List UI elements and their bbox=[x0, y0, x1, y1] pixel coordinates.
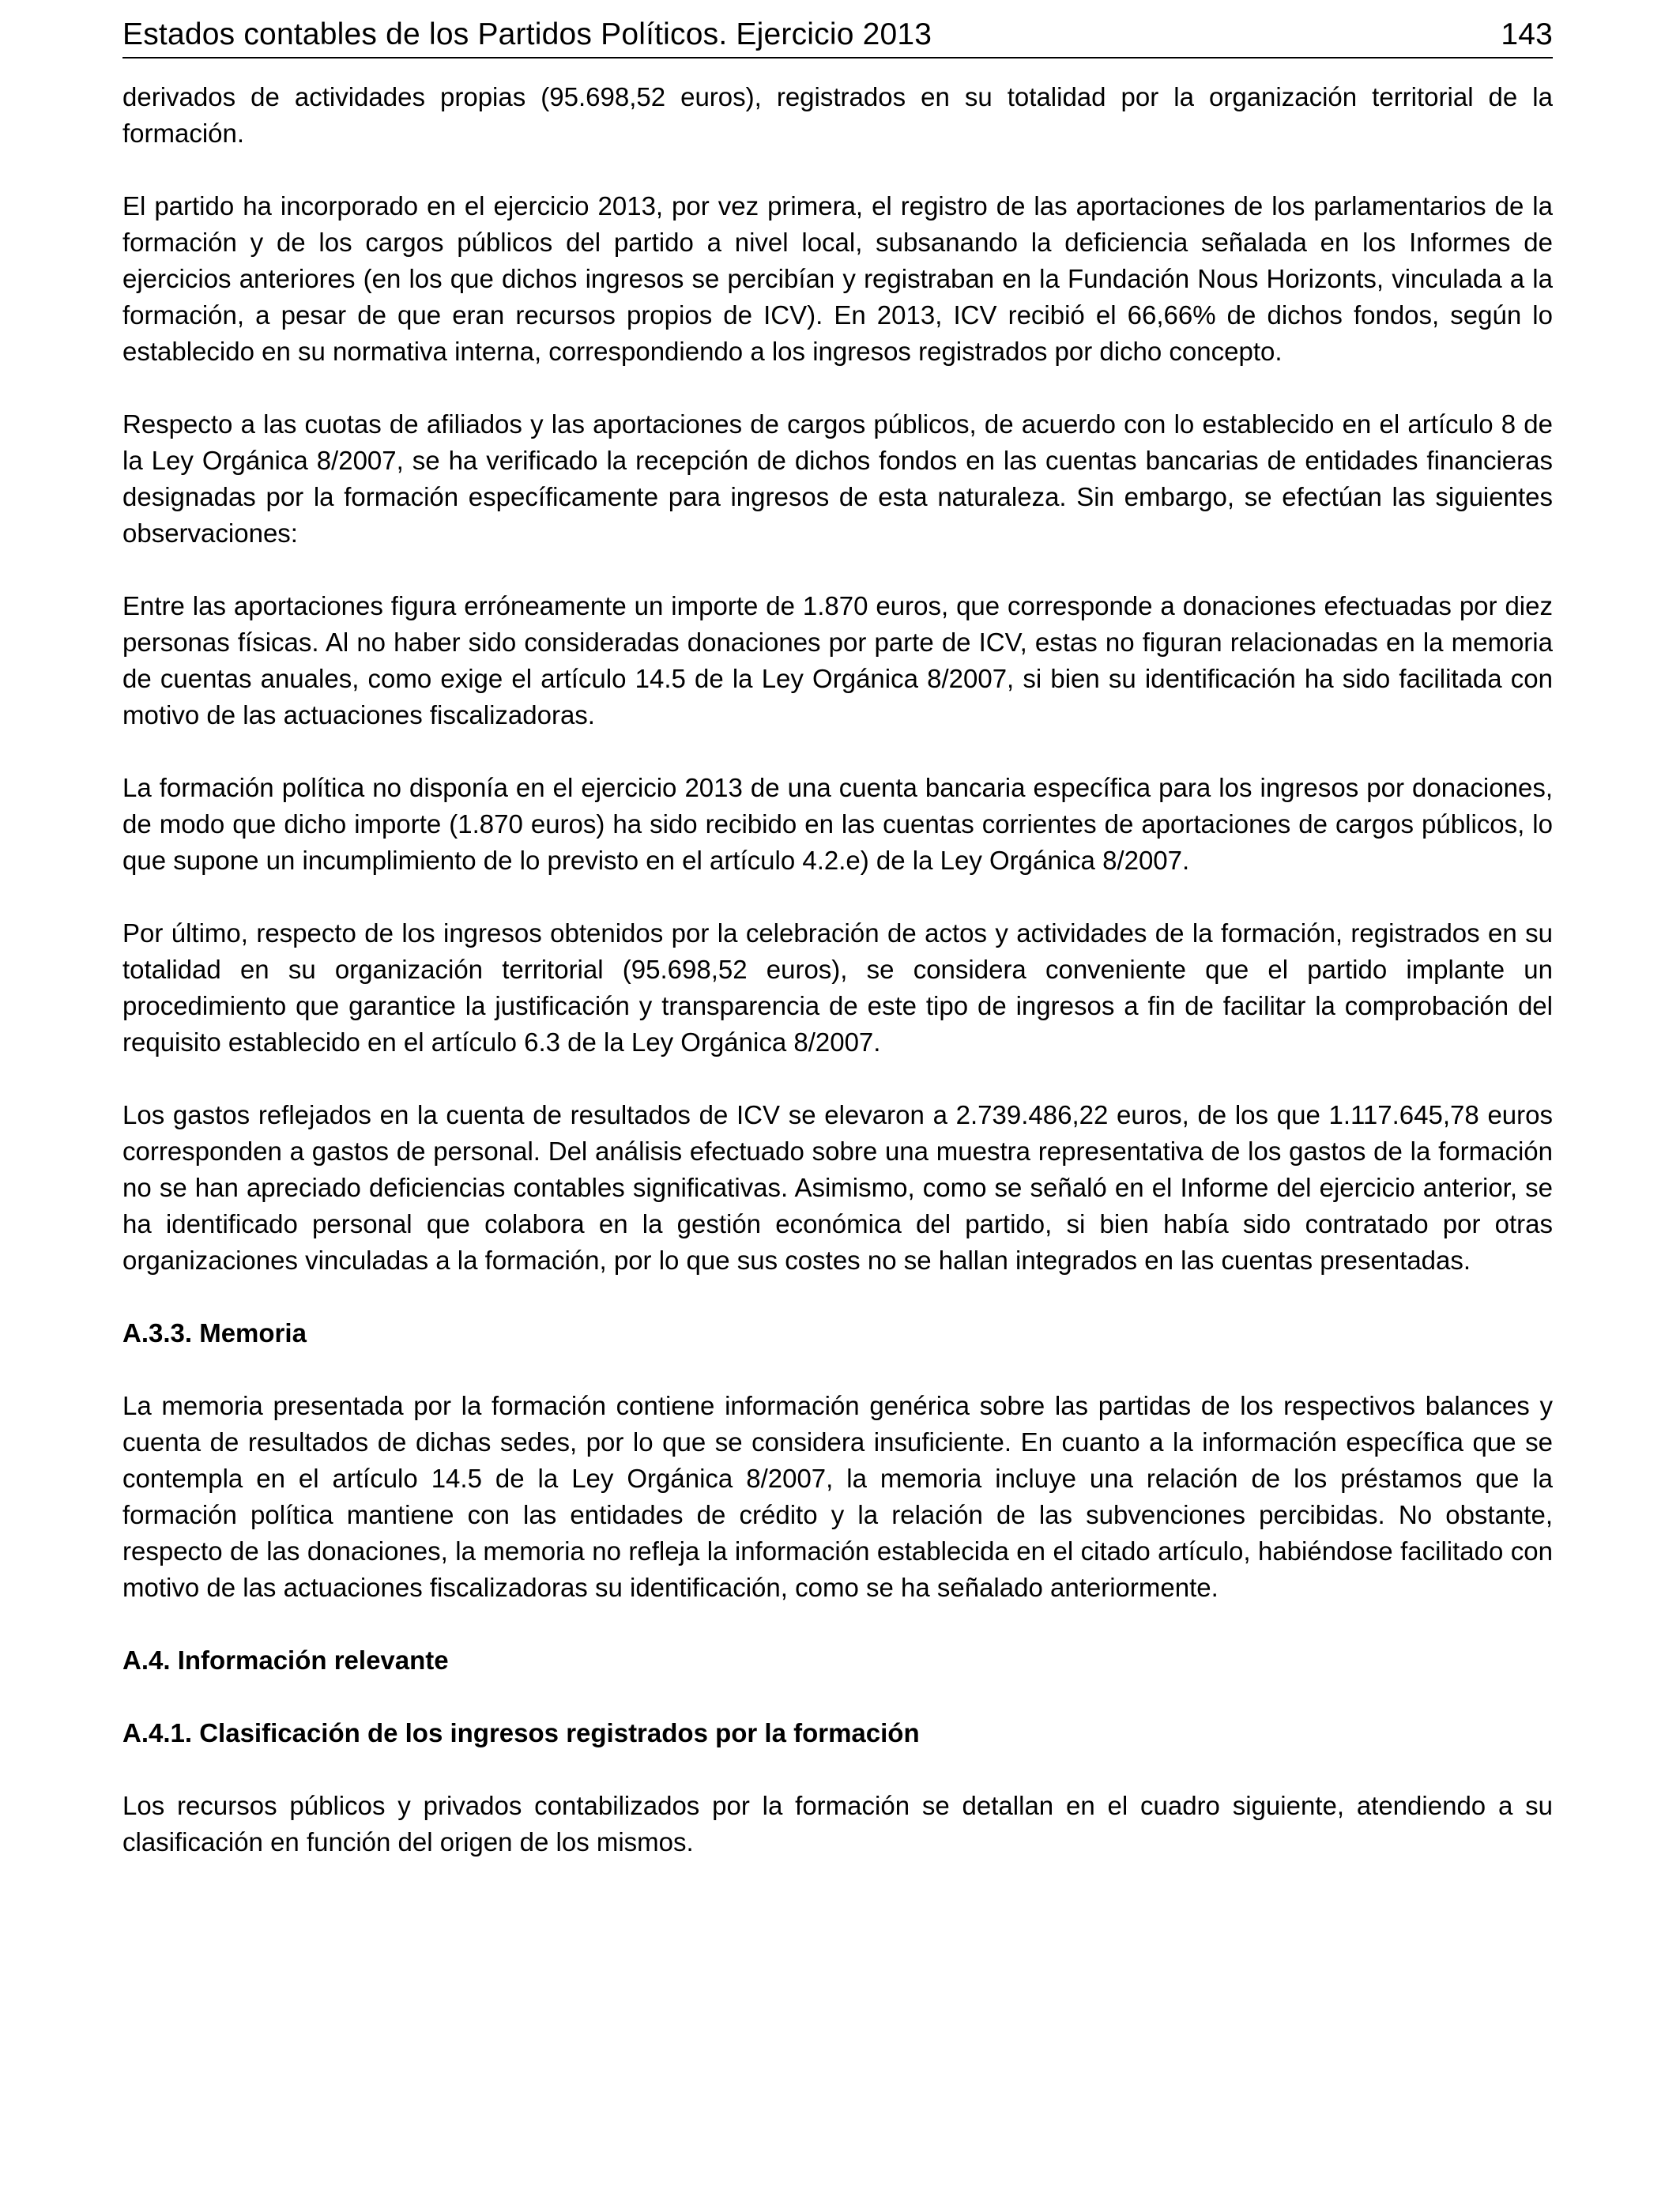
paragraph-actos-actividades: Por último, respecto de los ingresos obtenidos por la celebración de actos y actividades de la formación, registrados en su totalidad en su organización territorial (95.698,52 euros), se considera conveniente que el partido implante un procedimiento que garantice la justificación y transparencia de este tipo de ingresos a fin de facilitar la comprobación del requisito establecido en el artículo 6.3 de la Ley Orgánica 8/2007. bbox=[122, 918, 1553, 1057]
paragraph-cuotas-afiliados: Respecto a las cuotas de afiliados y las aportaciones de cargos públicos, de acuerdo con lo establecido en el artículo 8 de la Ley Orgánica 8/2007, se ha verificado la recepción de dichos fondos en las cuentas bancarias de entidades financieras designadas por la formación específicamente para ingresos de esta naturaleza. Sin embargo, se efectúan las siguientes observaciones: bbox=[122, 409, 1553, 548]
document-body bbox=[122, 79, 1553, 1860]
paragraph-memoria: La memoria presentada por la formación contiene información genérica sobre las partidas de los respectivos balances y cuenta de resultados de dichas sedes, por lo que se considera insuficiente. En cuanto a la información específica que se contempla en el artículo 14.5 de la Ley Orgánica 8/2007, la memoria incluye una relación de los préstamos que la formación política mantiene con las entidades de crédito y la relación de las subvenciones percibidas. No obstante, respecto de las donaciones, la memoria no refleja la información establecida en el citado artículo, habiéndose facilitado con motivo de las actuaciones fiscalizadoras su identificación, como se ha señalado anteriormente. bbox=[122, 1391, 1553, 1602]
page-number: 143 bbox=[1501, 17, 1553, 51]
heading-clasificacion-ingresos: A.4.1. Clasificación de los ingresos registrados por la formación bbox=[122, 1718, 920, 1747]
heading-memoria: A.3.3. Memoria bbox=[122, 1318, 307, 1348]
paragraph-gastos: Los gastos reflejados en la cuenta de resultados de ICV se elevaron a 2.739.486,22 euros, de los que 1.117.645,78 euros corresponden a gastos de personal. Del análisis efectuado sobre una muestra representativa de los gastos de la formación no se han apreciado deficiencias contables significativas. Asimismo, como se señaló en el Informe del ejercicio anterior, se ha identificado personal que colabora en la gestión económica del partido, si bien había sido contratado por otras organizaciones vinculadas a la formación, por lo que sus costes no se hallan integrados en las cuentas presentadas. bbox=[122, 1100, 1553, 1275]
paragraph-donaciones-erroneas: Entre las aportaciones figura erróneamente un importe de 1.870 euros, que corresponde a donaciones efectuadas por diez personas físicas. Al no haber sido consideradas donaciones por parte de ICV, estas no figuran relacionadas en la memoria de cuentas anuales, como exige el artículo 14.5 de la Ley Orgánica 8/2007, si bien su identificación ha sido facilitada con motivo de las actuaciones fiscalizadoras. bbox=[122, 591, 1553, 729]
paragraph-recursos: Los recursos públicos y privados contabilizados por la formación se detallan en el cuadro siguiente, atendiendo a su clasificación en función del origen de los mismos. bbox=[122, 1791, 1553, 1857]
document-page bbox=[122, 16, 1553, 1897]
heading-informacion-relevante: A.4. Información relevante bbox=[122, 1646, 449, 1675]
paragraph-aportaciones-parlamentarios: El partido ha incorporado en el ejercicio 2013, por vez primera, el registro de las aportaciones de los parlamentarios de la formación y de los cargos públicos del partido a nivel local, subsanando la deficiencia señalada en los Informes de ejercicios anteriores (en los que dichos ingresos se percibían y registraban en la Fundación Nous Horizonts, vinculada a la formación, a pesar de que eran recursos propios de ICV). En 2013, ICV recibió el 66,66% de dichos fondos, según lo establecido en su normativa interna, correspondiendo a los ingresos registrados por dicho concepto. bbox=[122, 191, 1553, 366]
paragraph-continuation: derivados de actividades propias (95.698,52 euros), registrados en su totalidad por la organización territorial de la formación. bbox=[122, 82, 1553, 148]
header-title: Estados contables de los Partidos Políticos. Ejercicio 2013 bbox=[122, 17, 932, 51]
running-header bbox=[122, 16, 1553, 58]
paragraph-cuenta-bancaria: La formación política no disponía en el ejercicio 2013 de una cuenta bancaria específica para los ingresos por donaciones, de modo que dicho importe (1.870 euros) ha sido recibido en las cuentas corrientes de aportaciones de cargos públicos, lo que supone un incumplimiento de lo previsto en el artículo 4.2.e) de la Ley Orgánica 8/2007. bbox=[122, 773, 1553, 875]
